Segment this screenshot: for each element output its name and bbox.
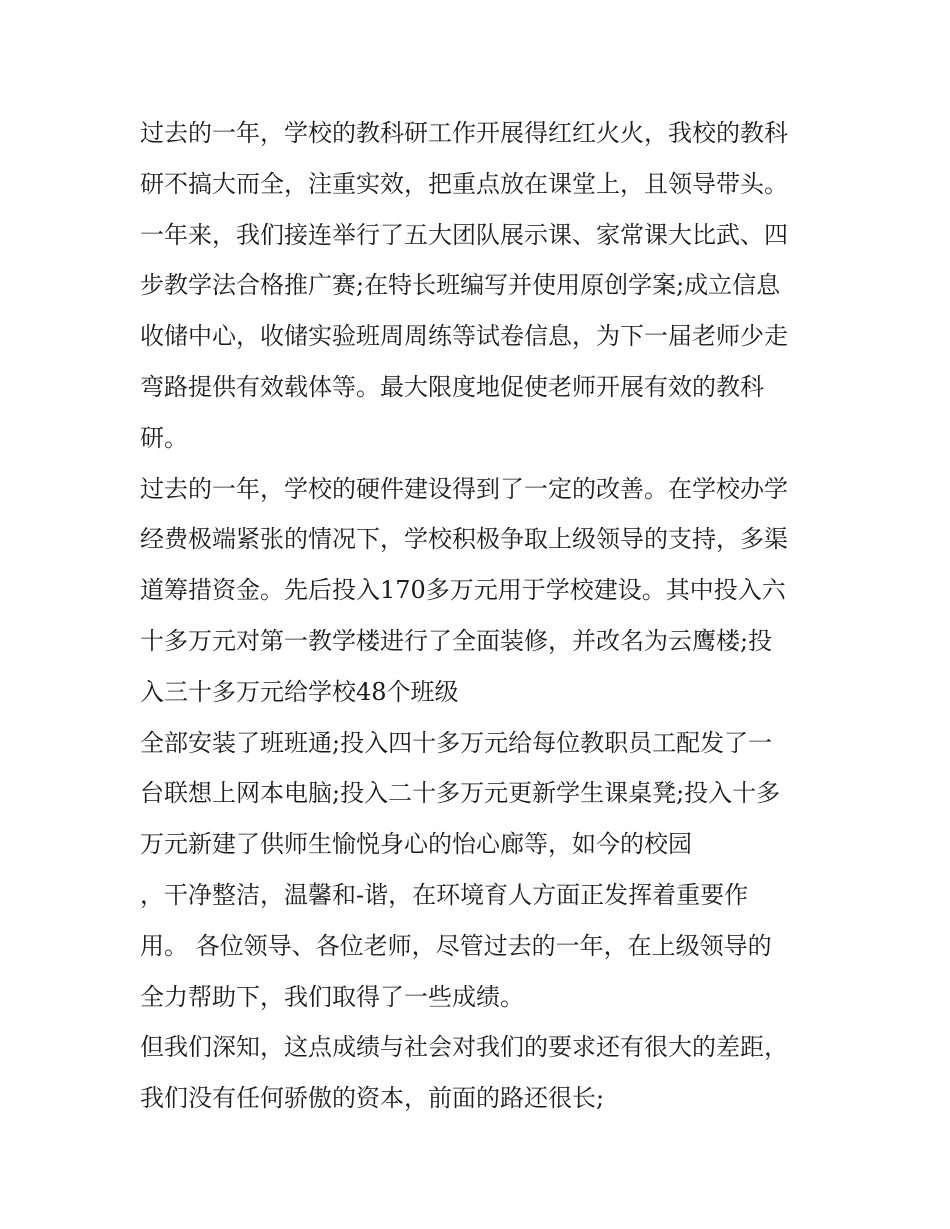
text-line: 经费极端紧张的情况下，学校积极争取上级领导的支持，多渠 [140, 525, 788, 554]
text-line: 收储中心，收储实验班周周练等试卷信息，为下一届老师少走 [140, 322, 788, 351]
document-body [140, 108, 820, 1124]
text-line: 研。 [140, 423, 188, 452]
text-line: ，干净整洁，温馨和-谐，在环境育人方面正发挥着重要作 [140, 880, 749, 909]
text-line: 万元新建了供师生愉悦身心的怡心廊等，如今的校园 [140, 830, 692, 859]
text-line: 但我们深知，这点成绩与社会对我们的要求还有很大的差距， [140, 1033, 788, 1062]
text-line: 研不搞大而全，注重实效，把重点放在课堂上，且领导带头。 [140, 169, 788, 198]
text-line: 入三十多万元给学校48个班级 [140, 677, 459, 706]
text-line: 道筹措资金。先后投入170多万元用于学校建设。其中投入六 [140, 576, 786, 605]
text-line: 用。 各位领导、各位老师，尽管过去的一年，在上级领导的 [140, 931, 772, 960]
text-line: 全力帮助下，我们取得了一些成绩。 [140, 982, 524, 1011]
text-line: 全部安装了班班通;投入四十多万元给每位教职员工配发了一 [140, 728, 773, 757]
text-line: 十多万元对第一教学楼进行了全面装修，并改名为云鹰楼;投 [140, 626, 773, 655]
text-line: 我们没有任何骄傲的资本，前面的路还很长; [140, 1084, 605, 1113]
text-line: 过去的一年，学校的教科研工作开展得红红火火，我校的教科 [140, 119, 788, 147]
text-line: 弯路提供有效载体等。最大限度地促使老师开展有效的教科 [140, 372, 764, 401]
text-line: 一年来，我们接连举行了五大团队展示课、家常课大比武、四 [140, 220, 788, 249]
text-line: 台联想上网本电脑;投入二十多万元更新学生课桌凳;投入十多 [140, 779, 781, 808]
text-line: 过去的一年，学校的硬件建设得到了一定的改善。在学校办学 [140, 474, 788, 503]
text-line: 步教学法合格推广赛;在特长班编写并使用原创学案;成立信息 [140, 271, 781, 300]
